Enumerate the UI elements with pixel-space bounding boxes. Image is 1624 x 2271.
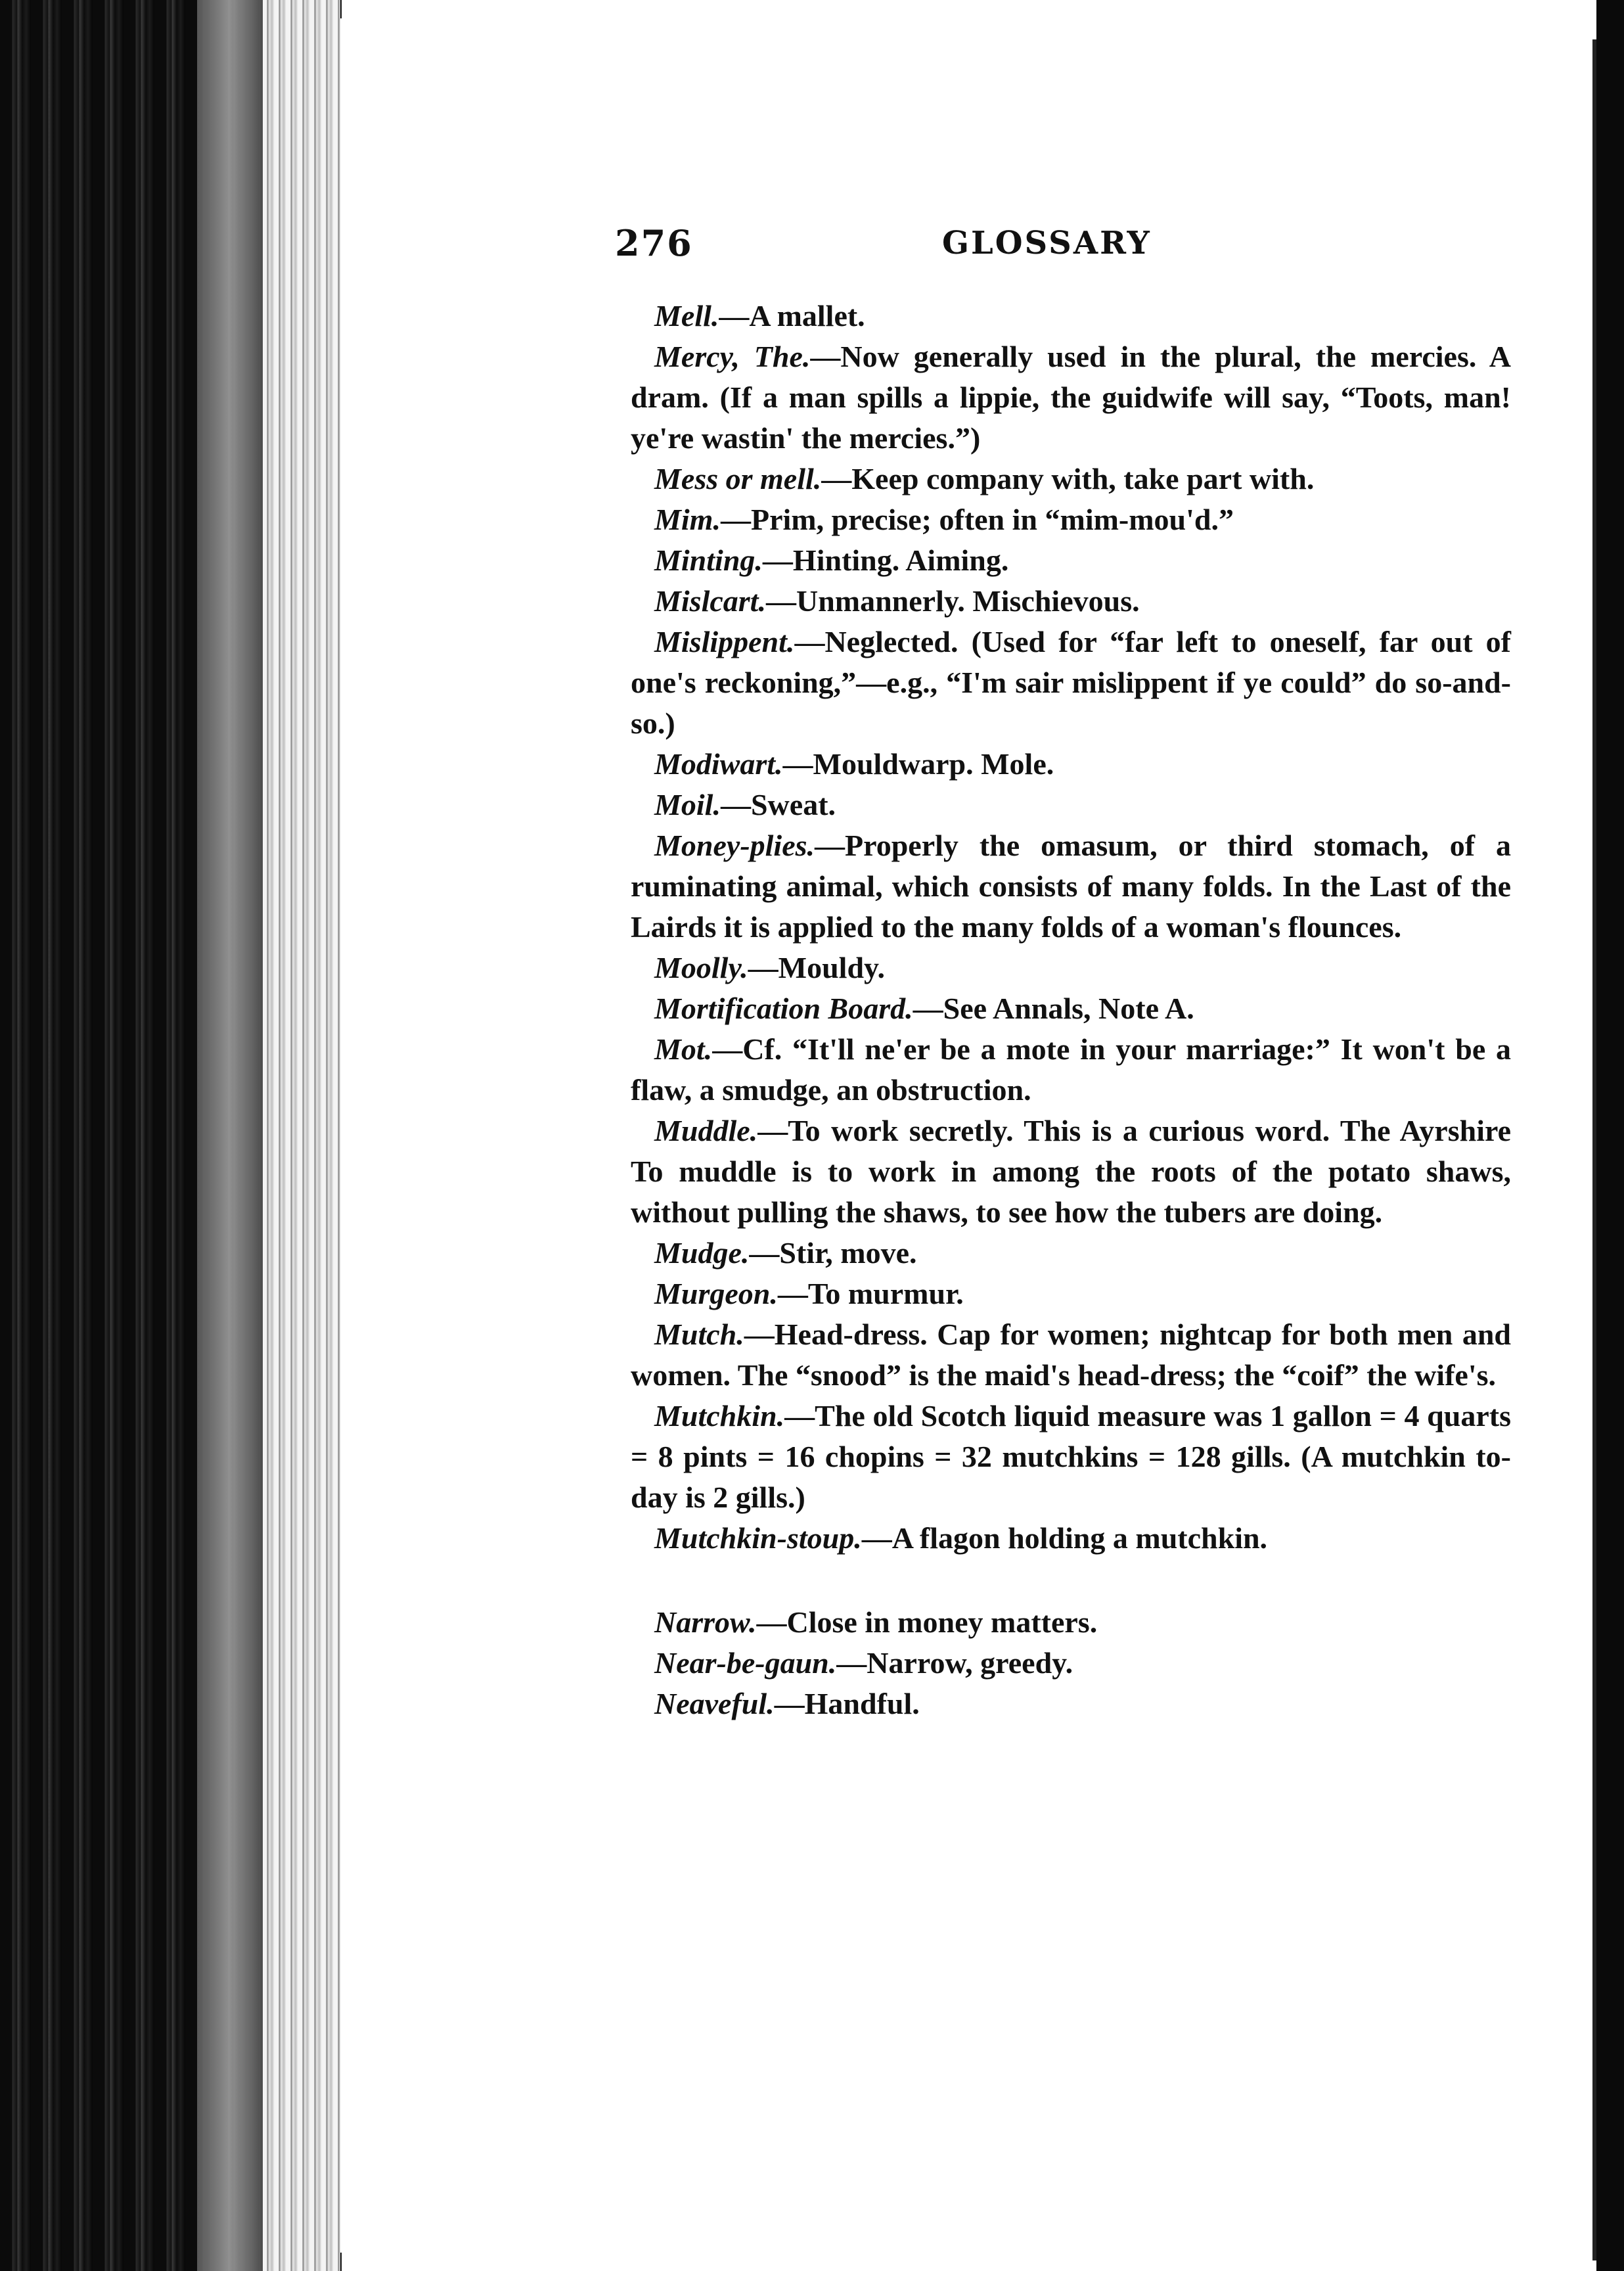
entry-definition: —Keep company with, take part with. xyxy=(821,462,1315,495)
glossary-entry xyxy=(631,296,1511,336)
entry-definition: —Handful. xyxy=(774,1687,920,1720)
entry-definition: —Hinting. Aiming. xyxy=(762,543,1009,577)
entry-definition: —To work secretly. This is a curious word. The Ayrshire To muddle is to work in among the roots of the potato shaws, without pulling the shaws, to see how the tubers are doing. xyxy=(631,1114,1511,1229)
entry-definition: —The old Scotch liquid measure was 1 gallon = 4 quarts = 8 pints = 16 chopins = 32 mutchkins = 128 gills. (A mutchkin to-day is 2 gills.) xyxy=(631,1399,1511,1514)
glossary-entry xyxy=(631,825,1511,948)
glossary-entry xyxy=(631,622,1511,744)
entry-term: Mutch. xyxy=(654,1318,744,1351)
page-edges xyxy=(263,0,340,2271)
entry-term: Mutchkin. xyxy=(654,1399,785,1433)
glossary-entry xyxy=(631,948,1511,988)
glossary-entry xyxy=(631,1684,1511,1724)
entry-definition: —Close in money matters. xyxy=(756,1605,1098,1639)
section-title: GLOSSARY xyxy=(942,225,1152,262)
entry-definition: —Cf. “It'll ne'er be a mote in your marriage:” It won't be a flaw, a smudge, an obstruction. xyxy=(631,1032,1511,1107)
entry-definition: —Narrow, greedy. xyxy=(836,1646,1073,1680)
entry-term: Mess or mell. xyxy=(654,462,822,495)
entry-definition: —Mouldwarp. Mole. xyxy=(782,747,1054,781)
glossary-entry xyxy=(631,1396,1511,1518)
entry-term: Mim. xyxy=(654,503,721,536)
glossary-entry xyxy=(631,744,1511,785)
entry-term: Mercy, The. xyxy=(654,340,811,373)
entry-definition: —Unmannerly. Mischievous. xyxy=(765,584,1140,618)
entry-definition: —Mouldy. xyxy=(748,951,885,984)
glossary-entry xyxy=(631,336,1511,459)
running-head xyxy=(615,222,1167,281)
glossary-entry xyxy=(631,1314,1511,1396)
scan-border xyxy=(1596,0,1624,2271)
entry-term: Modiwart. xyxy=(654,747,783,781)
entry-definition: —To murmur. xyxy=(777,1277,964,1310)
entry-definition: —Prim, precise; often in “mim-mou'd.” xyxy=(720,503,1234,536)
entry-term: Mutchkin-stoup. xyxy=(654,1521,862,1555)
glossary-list xyxy=(631,296,1511,1724)
entry-term: Moolly. xyxy=(654,951,748,984)
entry-definition: —See Annals, Note A. xyxy=(913,992,1194,1025)
entry-definition: —Now generally used in the plural, the mercies. A dram. (If a man spills a lippie, the guidwife will say, “Toots, man! ye're wastin' the mercies.”) xyxy=(631,340,1511,455)
entry-definition: —Sweat. xyxy=(720,788,836,821)
glossary-entry xyxy=(631,1273,1511,1314)
entry-definition: —A mallet. xyxy=(719,299,865,333)
entry-term: Neaveful. xyxy=(654,1687,775,1720)
glossary-entry xyxy=(631,785,1511,825)
section-gap xyxy=(631,1559,1511,1602)
entry-term: Near-be-gaun. xyxy=(654,1646,837,1680)
glossary-entry xyxy=(631,988,1511,1029)
entry-term: Mislippent. xyxy=(654,625,795,658)
entry-term: Narrow. xyxy=(654,1605,757,1639)
entry-term: Mot. xyxy=(654,1032,713,1066)
entry-term: Muddle. xyxy=(654,1114,758,1147)
entry-term: Mudge. xyxy=(654,1236,750,1270)
glossary-entry xyxy=(631,1518,1511,1559)
entry-definition: —Neglected. (Used for “far left to oneself, far out of one's reckoning,”—e.g., “I'm sair mislippent if ye could” do so-and-so.) xyxy=(631,625,1511,740)
glossary-entry xyxy=(631,1602,1511,1643)
glossary-entry xyxy=(631,1029,1511,1111)
glossary-entry xyxy=(631,499,1511,540)
glossary-entry xyxy=(631,581,1511,622)
entry-term: Mortification Board. xyxy=(654,992,913,1025)
glossary-entry xyxy=(631,1643,1511,1684)
entry-term: Mislcart. xyxy=(654,584,766,618)
glossary-entry xyxy=(631,1233,1511,1273)
entry-definition: —Stir, move. xyxy=(749,1236,917,1270)
entry-term: Murgeon. xyxy=(654,1277,778,1310)
entry-definition: —Head-dress. Cap for women; nightcap for both men and women. The “snood” is the maid's head-dress; the “coif” the wife's. xyxy=(631,1318,1511,1392)
entry-term: Mell. xyxy=(654,299,719,333)
glossary-entry xyxy=(631,1111,1511,1233)
entry-term: Minting. xyxy=(654,543,763,577)
entry-definition: —A flagon holding a mutchkin. xyxy=(861,1521,1268,1555)
glossary-entry xyxy=(631,540,1511,581)
entry-term: Moil. xyxy=(654,788,721,821)
glossary-entry xyxy=(631,459,1511,499)
entry-term: Money-plies. xyxy=(654,829,815,862)
page-number: 276 xyxy=(615,222,693,264)
entry-definition: —Properly the omasum, or third stomach, of a ruminating animal, which consists of many folds. In the Last of the Lairds it is applied to the many folds of a woman's flounces. xyxy=(631,829,1511,944)
